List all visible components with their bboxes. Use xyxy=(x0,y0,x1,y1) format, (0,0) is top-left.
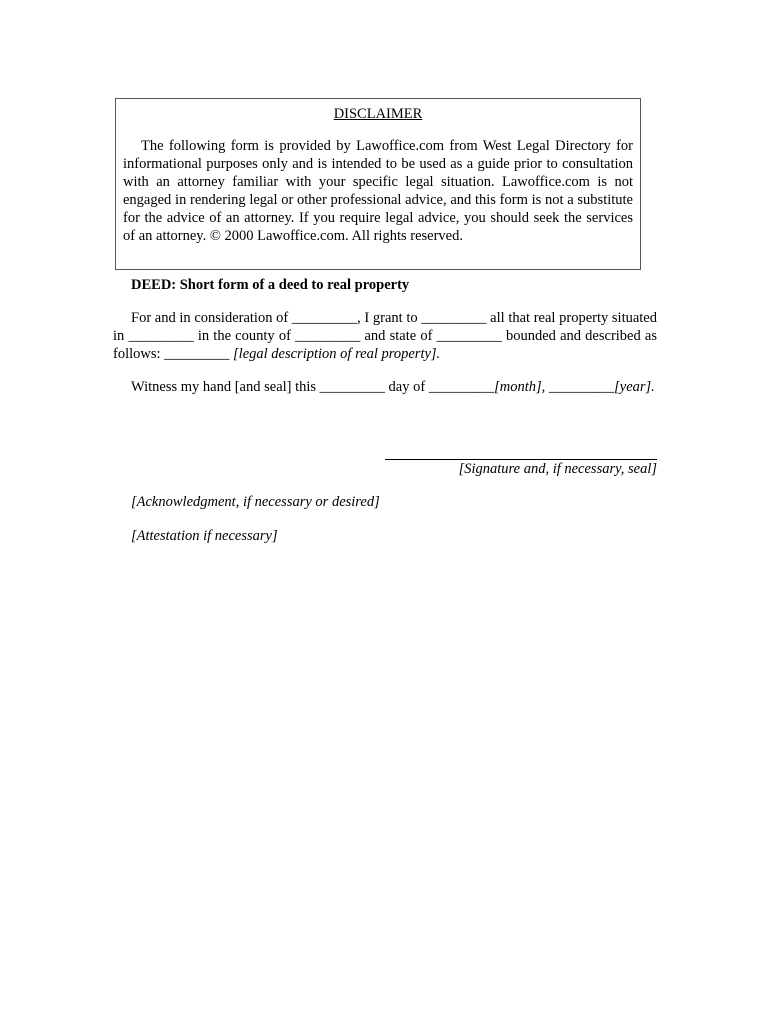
deed-title: DEED: Short form of a deed to real property xyxy=(131,277,410,293)
disclaimer-box xyxy=(115,98,641,270)
disclaimer-title: DISCLAIMER xyxy=(333,106,423,122)
witness-text-year: , _________ xyxy=(541,379,615,395)
legal-description-placeholder: [legal description of real property]. xyxy=(233,346,441,362)
witness-paragraph xyxy=(113,378,657,396)
year-placeholder: [year]. xyxy=(614,379,655,395)
consideration-paragraph xyxy=(113,309,657,363)
acknowledgment-note: [Acknowledgment, if necessary or desired] xyxy=(131,494,380,510)
attestation-note: [Attestation if necessary] xyxy=(131,528,278,544)
month-placeholder: [month] xyxy=(494,379,542,395)
disclaimer-body: The following form is provided by Lawoffice.com from West Legal Directory for informational purposes only and is intended to be used as a guide prior to consultation with an attorney familiar with your specific legal situation. Lawoffice.com is not engaged in rendering legal or other professional advice, and this form is not a substitute for the advice of an attorney. If you require legal advice, you should seek the services of an attorney. © 2000 Lawoffice.com. All rights reserved. xyxy=(123,138,633,244)
consideration-text: For and in consideration of _________, I grant to _________ all that real property situated in _________ in the county of _________ and state of _________ bounded and described as follows: _________ xyxy=(113,310,657,362)
witness-text: Witness my hand [and seal] this _________ day of _________ xyxy=(131,379,495,395)
signature-label: [Signature and, if necessary, seal] xyxy=(458,461,657,477)
